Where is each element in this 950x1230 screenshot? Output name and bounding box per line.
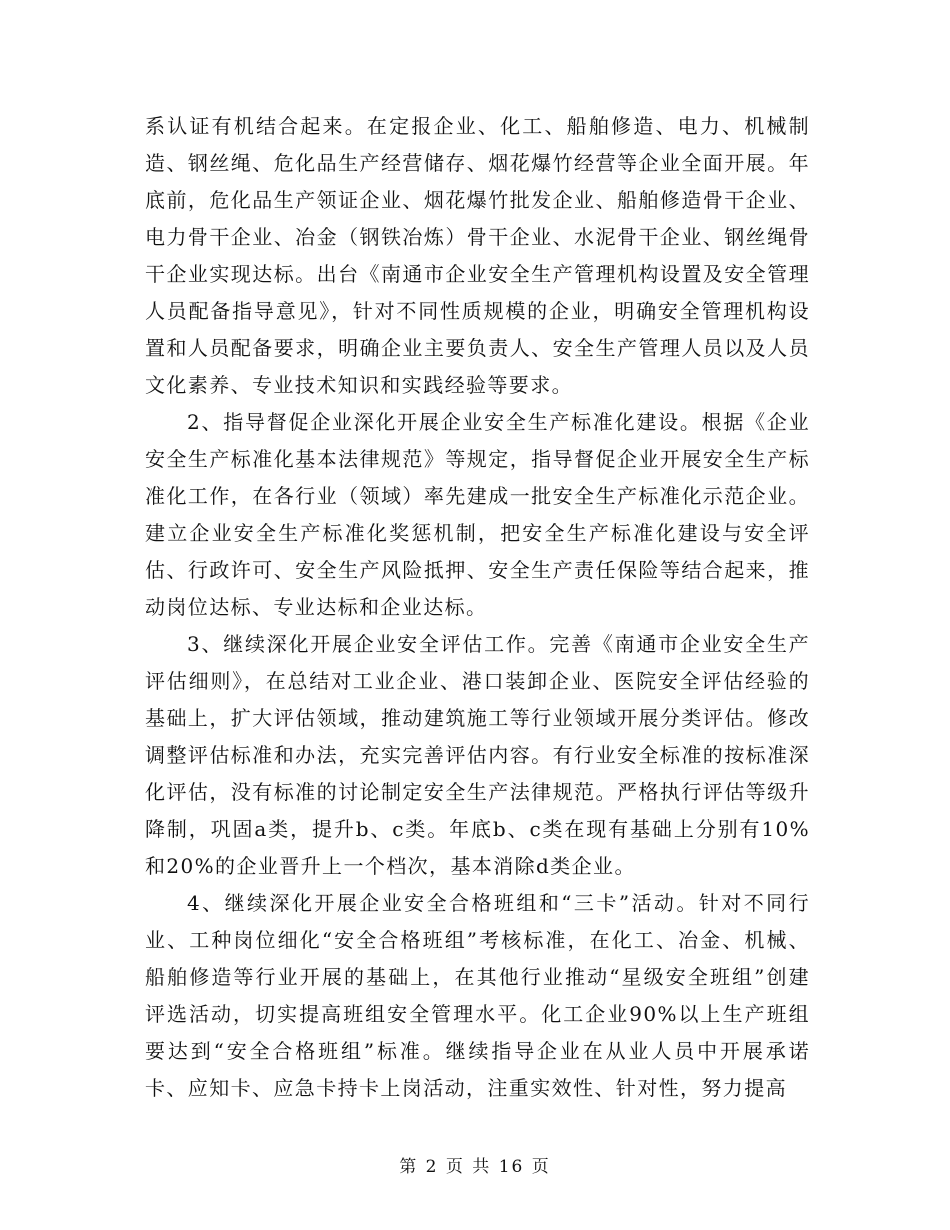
page-number-footer: 第 2 页 共 16 页 — [399, 1157, 551, 1177]
paragraph-item-3: 3、继续深化开展企业安全评估工作。完善《南通市企业安全生产评估细则》，在总结对工业企业、港口装卸企业、医院安全评估经验的基础上，扩大评估领域，推动建筑施工等行业领域开展分类评估。修改调整评估标准和办法，充实完善评估内容。有行业安全标准的按标准深化评估，没有标准的讨论制定安全生产法律规范。严格执行评估等级升降制，巩固a类，提升b、c类。年底b、c类在现有基础上分别有10%和20%的企业晋升上一个档次，基本消除d类企业。 — [145, 632, 810, 878]
paragraph-item-2: 2、指导督促企业深化开展企业安全生产标准化建设。根据《企业安全生产标准化基本法律规范》等规定，指导督促企业开展安全生产标准化工作，在各行业（领域）率先建成一批安全生产标准化示范企业。建立企业安全生产标准化奖惩机制，把安全生产标准化建设与安全评估、行政许可、安全生产风险抵押、安全生产责任保险等结合起来，推动岗位达标、专业达标和企业达标。 — [145, 410, 810, 619]
paragraph-continuation: 系认证有机结合起来。在定报企业、化工、船舶修造、电力、机械制造、钢丝绳、危化品生产经营储存、烟花爆竹经营等企业全面开展。年底前，危化品生产领证企业、烟花爆竹批发企业、船舶修造骨干企业、电力骨干企业、冶金（钢铁冶炼）骨干企业、水泥骨干企业、钢丝绳骨干企业实现达标。出台《南通市企业安全生产管理机构设置及安全管理人员配备指导意见》，针对不同性质规模的企业，明确安全管理机构设置和人员配备要求，明确企业主要负责人、安全生产管理人员以及人员文化素养、专业技术知识和实践经验等要求。 — [145, 114, 810, 397]
document-body — [145, 108, 810, 1107]
paragraph-item-4: 4、继续深化开展企业安全合格班组和“三卡”活动。针对不同行业、工种岗位细化“安全合格班组”考核标准，在化工、冶金、机械、船舶修造等行业开展的基础上，在其他行业推动“星级安全班组”创建评选活动，切实提高班组安全管理水平。化工企业90%以上生产班组要达到“安全合格班组”标准。继续指导企业在从业人员中开展承诺卡、应知卡、应急卡持卡上岗活动，注重实效性、针对性，努力提高 — [145, 891, 810, 1100]
